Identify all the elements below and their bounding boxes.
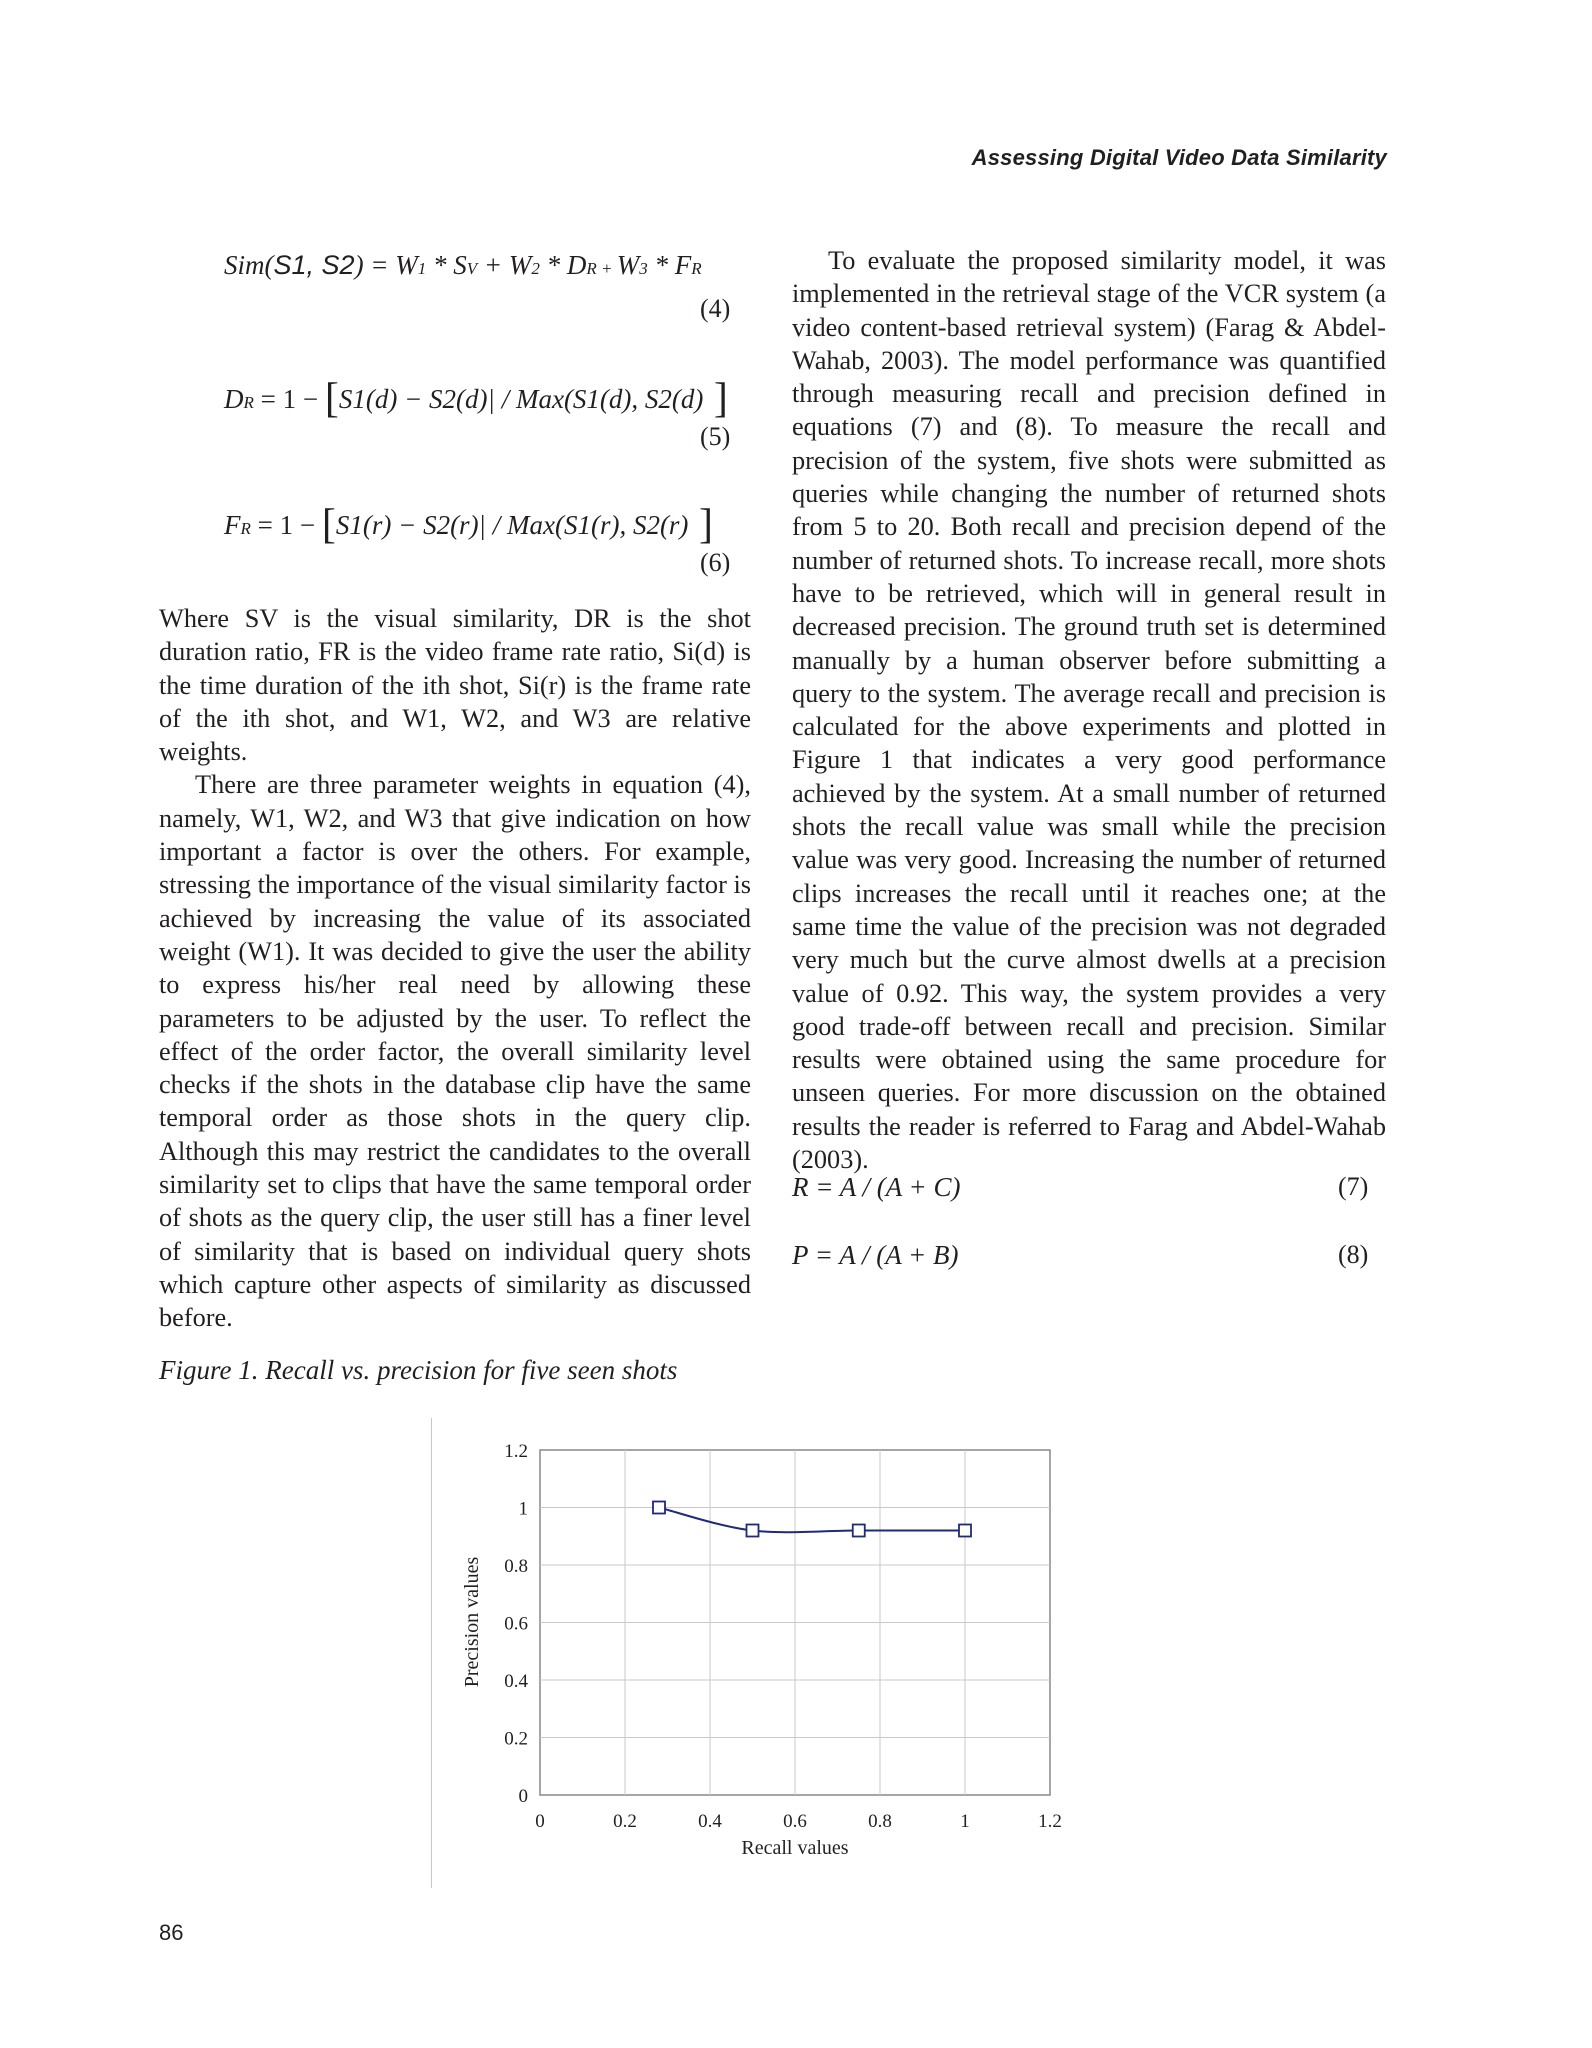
- data-point-marker: [853, 1525, 865, 1537]
- precision-series-line: [659, 1508, 965, 1533]
- equation-6-number: (6): [700, 548, 731, 577]
- equation-5: DR = 1 − [S1(d) − S2(d)| / Max(S1(d), S2(d) ]: [224, 376, 728, 422]
- left-column: [159, 602, 751, 1335]
- figure-left-border: [431, 1418, 432, 1888]
- equation-8: P = A / (A + B): [792, 1240, 959, 1270]
- recall-precision-chart: [440, 1420, 1140, 1920]
- y-tick-label: 1: [518, 1498, 528, 1520]
- page-number: 86: [159, 1920, 184, 1945]
- left-paragraph-1: Where SV is the visual similarity, DR is the shot duration ratio, FR is the video frame rate ratio, Si(d) is the time duration of the ith shot, Si(r) is the frame rate of the ith shot, and W1, W2, and W3 are relative weights.: [159, 604, 751, 767]
- figure-caption: Figure 1. Recall vs. precision for five seen shots: [159, 1355, 678, 1385]
- right-paragraph-1: To evaluate the proposed similarity model, it was implemented in the retrieval stage of the VCR system (a video content-based retrieval system) (Farag & Abdel-Wahab, 2003). The model performance was quantified through measuring recall and precision defined in equations (7) and (8). To measure the recall and precision of the system, five shots were submitted as queries while changing the number of returned shots from 5 to 20. Both recall and precision depend of the number of returned shots. To increase recall, more shots have to be retrieved, which will in general result in decreased precision. The ground truth set is determined manually by a human observer before submitting a query to the system. The average recall and precision is calculated for the above experiments and plotted in Figure 1 that indicates a very good performance achieved by the system. At a small number of returned shots the recall value was small while the precision value was very good. Increasing the number of returned clips increases the recall until it reaches one; at the same time the value of the precision was not degraded very much but the curve almost dwells at a precision value of 0.92. This way, the system provides a very good trade-off between recall and precision. Similar results were obtained using the same procedure for unseen queries. For more discussion on the obtained results the reader is referred to Farag and Abdel-Wahab (2003).: [792, 246, 1386, 1175]
- left-paragraph-2: There are three parameter weights in equation (4), namely, W1, W2, and W3 that give indication on how important a factor is over the others. For example, stressing the importance of the visual similarity factor is achieved by increasing the value of its associated weight (W1). It was decided to give the user the ability to express his/her real need by allowing these parameters to be adjusted by the user. To reflect the effect of the order factor, the overall similarity level checks if the shots in the database clip have the same temporal order as those shots in the query clip. Although this may restrict the candidates to the overall similarity set to clips that have the same temporal order of shots as the query clip, the user still has a finer level of similarity that is based on individual query shots which capture other aspects of similarity as discussed before.: [159, 770, 751, 1333]
- y-tick-label: 0.6: [504, 1613, 528, 1635]
- data-point-marker: [653, 1502, 665, 1514]
- x-tick-label: 0.6: [783, 1811, 807, 1832]
- equation-7: R = A / (A + C): [792, 1172, 961, 1202]
- x-tick-label: 0: [535, 1811, 545, 1832]
- x-tick-label: 1: [960, 1811, 970, 1832]
- y-tick-label: 0.4: [504, 1671, 528, 1692]
- data-point-marker: [747, 1525, 759, 1537]
- running-header: Assessing Digital Video Data Similarity: [971, 145, 1387, 170]
- x-tick-label: 0.8: [868, 1811, 892, 1832]
- equation-4: Sim(S1, S2) = W1 * SV + W2 * DR + W3 * FR: [224, 250, 702, 280]
- y-tick-label: 0.8: [504, 1556, 528, 1577]
- data-point-marker: [959, 1525, 971, 1537]
- y-axis-label: Precision values: [461, 1556, 483, 1688]
- x-tick-label: 0.4: [698, 1811, 722, 1832]
- y-tick-label: 1.2: [504, 1441, 528, 1462]
- x-tick-label: 1.2: [1038, 1811, 1062, 1832]
- right-column: [792, 244, 1386, 1176]
- equation-4-number: (4): [700, 294, 731, 323]
- equation-6: FR = 1 − [S1(r) − S2(r)| / Max(S1(r), S2(r) ]: [224, 502, 713, 548]
- y-tick-label: 0.2: [504, 1728, 528, 1750]
- y-tick-label: 0: [518, 1786, 528, 1807]
- equation-5-number: (5): [700, 422, 731, 451]
- equation-7-number: (7): [1338, 1172, 1369, 1201]
- x-tick-label: 0.2: [613, 1811, 637, 1832]
- equation-8-number: (8): [1338, 1240, 1369, 1269]
- x-axis-label: Recall values: [741, 1837, 849, 1859]
